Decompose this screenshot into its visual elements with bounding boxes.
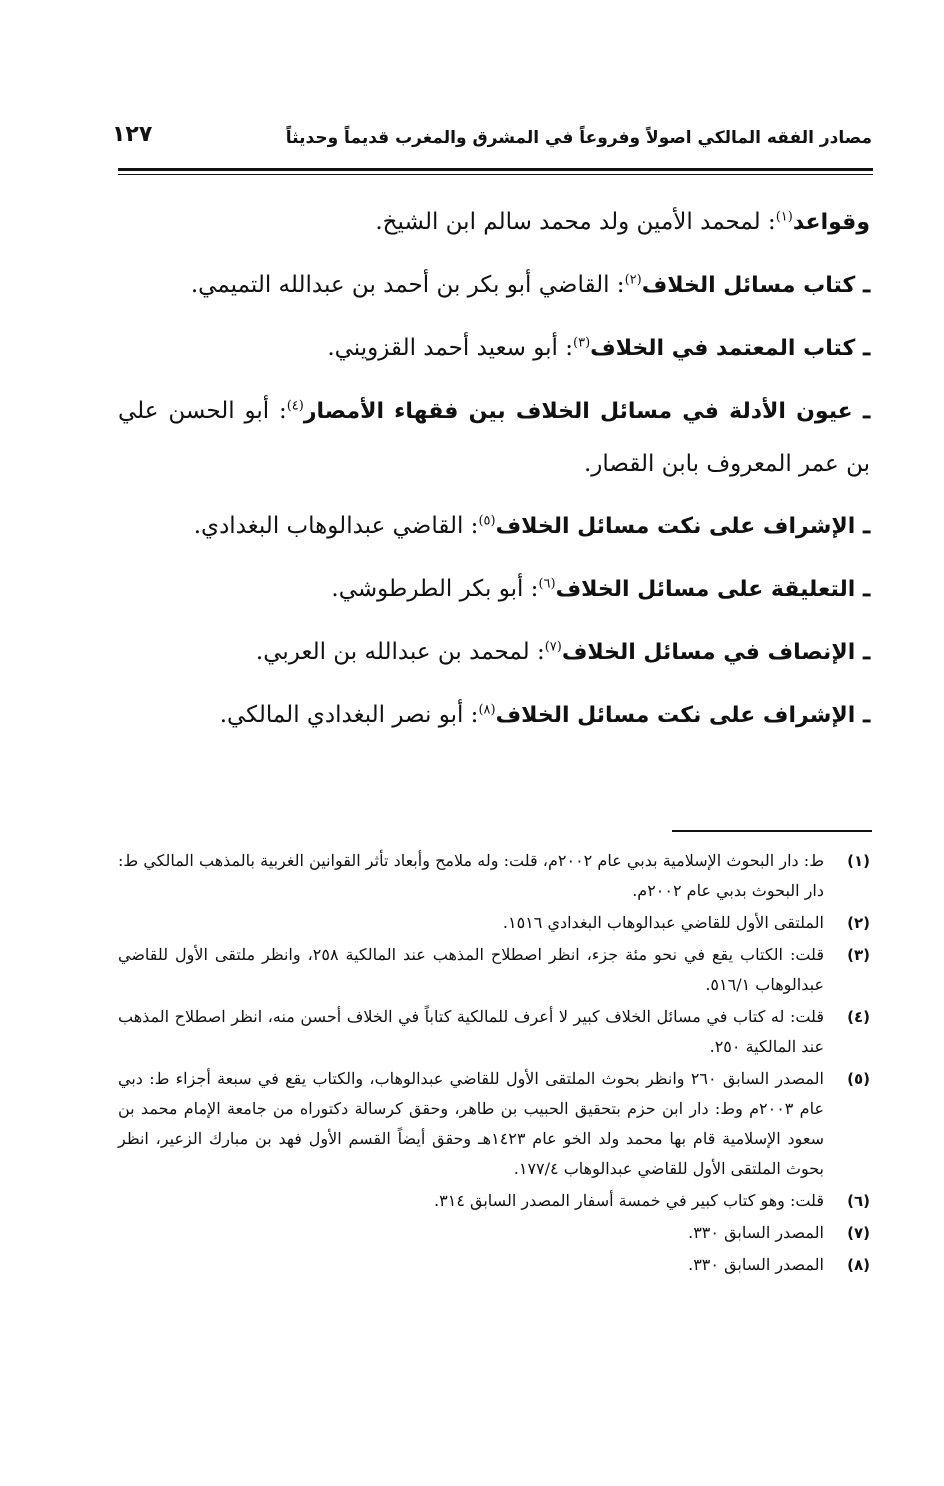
- book-author: : القاضي عبدالوهاب البغدادي.: [193, 513, 479, 539]
- footnote-text: المصدر السابق ٣٣٠.: [688, 1255, 824, 1274]
- footnotes: [118, 846, 870, 1282]
- footnote-number: (٤): [847, 1008, 870, 1026]
- footnote-number: (١): [847, 852, 870, 870]
- footnote-text: الملتقى الأول للقاضي عبدالوهاب البغدادي ١٥١٦.: [502, 913, 824, 932]
- book-entry: ـ التعليقة على مسائل الخلاف$^{(٦)}$: أبو بكر الطرطوشي.: [331, 575, 870, 602]
- footnote-ref[interactable]: (٤): [286, 398, 304, 414]
- book-title: الإشراف على نكت مسائل الخلاف: [495, 703, 856, 728]
- footnote: [118, 908, 870, 938]
- book-title: كتاب المعتمد في الخلاف: [590, 336, 856, 361]
- book-entry: ـ كتاب المعتمد في الخلاف$^{(٣)}$: أبو سعيد أحمد القزويني.: [327, 334, 870, 361]
- footnote-number: (٣): [847, 946, 870, 964]
- book-author: : القاضي أبو بكر بن أحمد بن عبدالله التميمي.: [190, 272, 625, 298]
- footnote-ref[interactable]: (٣): [573, 335, 591, 351]
- book-author: : لمحمد الأمين ولد محمد سالم ابن الشيخ.: [375, 209, 776, 235]
- book-title: الإشراف على نكت مسائل الخلاف: [495, 514, 856, 539]
- book-entry: ـ الإنصاف في مسائل الخلاف$^{(٧)}$: لمحمد بن عبدالله بن العربي.: [255, 638, 870, 665]
- book-title: التعليقة على مسائل الخلاف: [555, 577, 856, 602]
- book-author: : أبو سعيد أحمد القزويني.: [327, 335, 573, 361]
- book-entry: [118, 196, 870, 249]
- book-entry: ـ الإشراف على نكت مسائل الخلاف$^{(٨)}$: أبو نصر البغدادي المالكي.: [219, 701, 870, 728]
- footnote: [118, 1002, 870, 1062]
- footnote: [118, 1250, 870, 1280]
- footnote-separator: [672, 830, 872, 832]
- header-rule-thin: [118, 174, 873, 175]
- header-rule-thick: [118, 168, 873, 171]
- footnote: [118, 1064, 870, 1184]
- footnote-number: (٦): [847, 1192, 870, 1210]
- main-text: [118, 196, 870, 752]
- book-title: وقواعد: [792, 210, 870, 235]
- footnote-text: قلت: الكتاب يقع في نحو مئة جزء، انظر اصطلاح المذهب عند المالكية ٢٥٨، وانظر ملتقى الأول للقاضي عبدالوهاب ٥١٦/١.: [118, 945, 824, 994]
- footnote-ref[interactable]: (٢): [624, 272, 642, 288]
- book-entry: ـ كتاب مسائل الخلاف$^{(٢)}$: القاضي أبو بكر بن أحمد بن عبدالله التميمي.: [190, 271, 870, 298]
- footnote-number: (٥): [847, 1070, 870, 1088]
- footnote-ref[interactable]: (٦): [538, 576, 556, 592]
- book-title: عيون الأدلة في مسائل الخلاف بين فقهاء الأمصار: [303, 399, 853, 424]
- footnote-ref[interactable]: (٥): [478, 513, 496, 529]
- page-number: ١٢٧: [112, 122, 153, 147]
- book-entry: ـ عيون الأدلة في مسائل الخلاف بين فقهاء الأمصار$^{(٤)}$: أبو الحسن علي بن عمر المعروف بابن القصار.: [118, 397, 870, 477]
- footnote-text: المصدر السابق ٣٣٠.: [688, 1223, 824, 1242]
- footnote-number: (٨): [847, 1256, 870, 1274]
- footnote-text: ط: دار البحوث الإسلامية بدبي عام ٢٠٠٢م، قلت: وله ملامح وأبعاد تأثر القوانين الغربية بالمذهب المالكي ط: دار البحوث بدبي عام ٢٠٠٢م.: [118, 851, 824, 900]
- book-author: : أبو الحسن علي بن عمر المعروف بابن القصار.: [118, 398, 870, 477]
- footnote: [118, 1186, 870, 1216]
- footnote-ref[interactable]: (١): [775, 209, 793, 225]
- footnote-text: المصدر السابق ٢٦٠ وانظر بحوث الملتقى الأول للقاضي عبدالوهاب، والكتاب يقع في سبعة أجزاء ط: دبي عام ٢٠٠٣م وط: دار ابن حزم بتحقيق الحبيب بن طاهر، وحقق كرسالة دكتوراه من جامعة الإمام محمد بن سعود الإسلامية قام بها محمد ولد الخو عام ١٤٢٣هـ وحقق أيضاً القسم الأول فهد بن مبارك الزعير، انظر بحوث الملتقى الأول للقاضي عبدالوهاب ١٧٧/٤.: [118, 1069, 825, 1178]
- footnote: [118, 1218, 870, 1248]
- book-author: : أبو نصر البغدادي المالكي.: [219, 702, 479, 728]
- footnote: [118, 846, 870, 906]
- footnote-text: قلت: له كتاب في مسائل الخلاف كبير لا أعرف للمالكية كتاباً في الخلاف أحسن منه، انظر اصطلاح المذهب عند المالكية ٢٥٠.: [118, 1007, 824, 1056]
- book-title: كتاب مسائل الخلاف: [641, 273, 856, 298]
- book-author: : أبو بكر الطرطوشي.: [331, 576, 539, 602]
- footnote-ref[interactable]: (٨): [478, 702, 496, 718]
- book-author: : لمحمد بن عبدالله بن العربي.: [255, 639, 545, 665]
- footnote-number: (٧): [847, 1224, 870, 1242]
- footnote-number: (٢): [847, 914, 870, 932]
- book-title: الإنصاف في مسائل الخلاف: [561, 640, 856, 665]
- footnote-ref[interactable]: (٧): [544, 639, 562, 655]
- running-title: مصادر الفقه المالكي اصولاً وفروعاً في المشرق والمغرب قديماً وحديثاً: [285, 128, 872, 148]
- running-header: [112, 118, 872, 170]
- footnote-text: قلت: وهو كتاب كبير في خمسة أسفار المصدر السابق ٣١٤.: [434, 1191, 824, 1210]
- book-entry: ـ الإشراف على نكت مسائل الخلاف$^{(٥)}$: القاضي عبدالوهاب البغدادي.: [193, 512, 870, 539]
- footnote: [118, 940, 870, 1000]
